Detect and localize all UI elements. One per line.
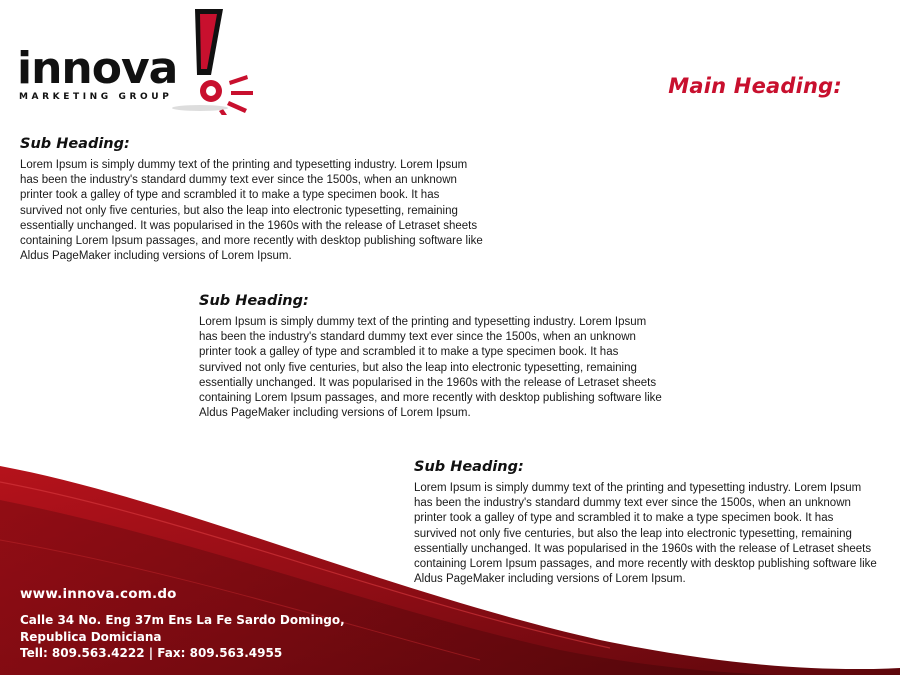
logo-tagline: MARKETING GROUP [19, 92, 173, 102]
content-section-3 [414, 459, 879, 587]
content-section-2 [199, 293, 664, 421]
body-paragraph: Lorem Ipsum is simply dummy text of the printing and typesetting industry. Lorem Ipsum has been the industry's standard dummy text ever since the 1500s, when an unknown printer took a galley of type and scrambled it to make a type specimen book. It has survived not only five centuries, but also the leap into electronic typesetting, remaining essentially unchanged. It was popularised in the 1960s with the release of Letraset sheets containing Lorem Ipsum passages, and more recently with desktop publishing software like Aldus PageMaker including versions of Lorem Ipsum. [414, 482, 877, 586]
contact-phone-fax: Tell: 809.563.4222 | Fax: 809.563.4955 [20, 646, 283, 660]
body-paragraph: Lorem Ipsum is simply dummy text of the printing and typesetting industry. Lorem Ipsum has been the industry's standard dummy text ever since the 1500s, when an unknown printer took a galley of type and scrambled it to make a type specimen book. It has survived not only five centuries, but also the leap into electronic typesetting, remaining essentially unchanged. It was popularised in the 1960s with the release of Letraset sheets containing Lorem Ipsum passages, and more recently with desktop publishing software like Aldus PageMaker including versions of Lorem Ipsum. [199, 316, 662, 420]
sub-heading: Sub Heading: [20, 136, 130, 152]
footer-contact [20, 586, 345, 662]
main-heading: Main Heading: [668, 74, 842, 98]
address-line-2: Republica Domiciana [20, 629, 162, 644]
body-paragraph: Lorem Ipsum is simply dummy text of the printing and typesetting industry. Lorem Ipsum has been the industry's standard dummy text ever since the 1500s, when an unknown printer took a galley of type and scrambled it to make a type specimen book. It has survived not only five centuries, but also the leap into electronic typesetting, remaining essentially unchanged. It was popularised in the 1960s with the release of Letraset sheets containing Lorem Ipsum passages, and more recently with desktop publishing software like Aldus PageMaker including versions of Lorem Ipsum. [20, 159, 483, 263]
website-link[interactable]: www.innova.com.do [20, 586, 177, 602]
logo-wordmark: innova [17, 43, 178, 94]
innova-logo [15, 5, 265, 115]
sub-heading: Sub Heading: [414, 459, 524, 475]
content-section-1 [20, 136, 485, 264]
address-line-1: Calle 34 No. Eng 37m Ens La Fe Sardo Domingo, [20, 613, 345, 627]
sub-heading: Sub Heading: [199, 293, 309, 309]
